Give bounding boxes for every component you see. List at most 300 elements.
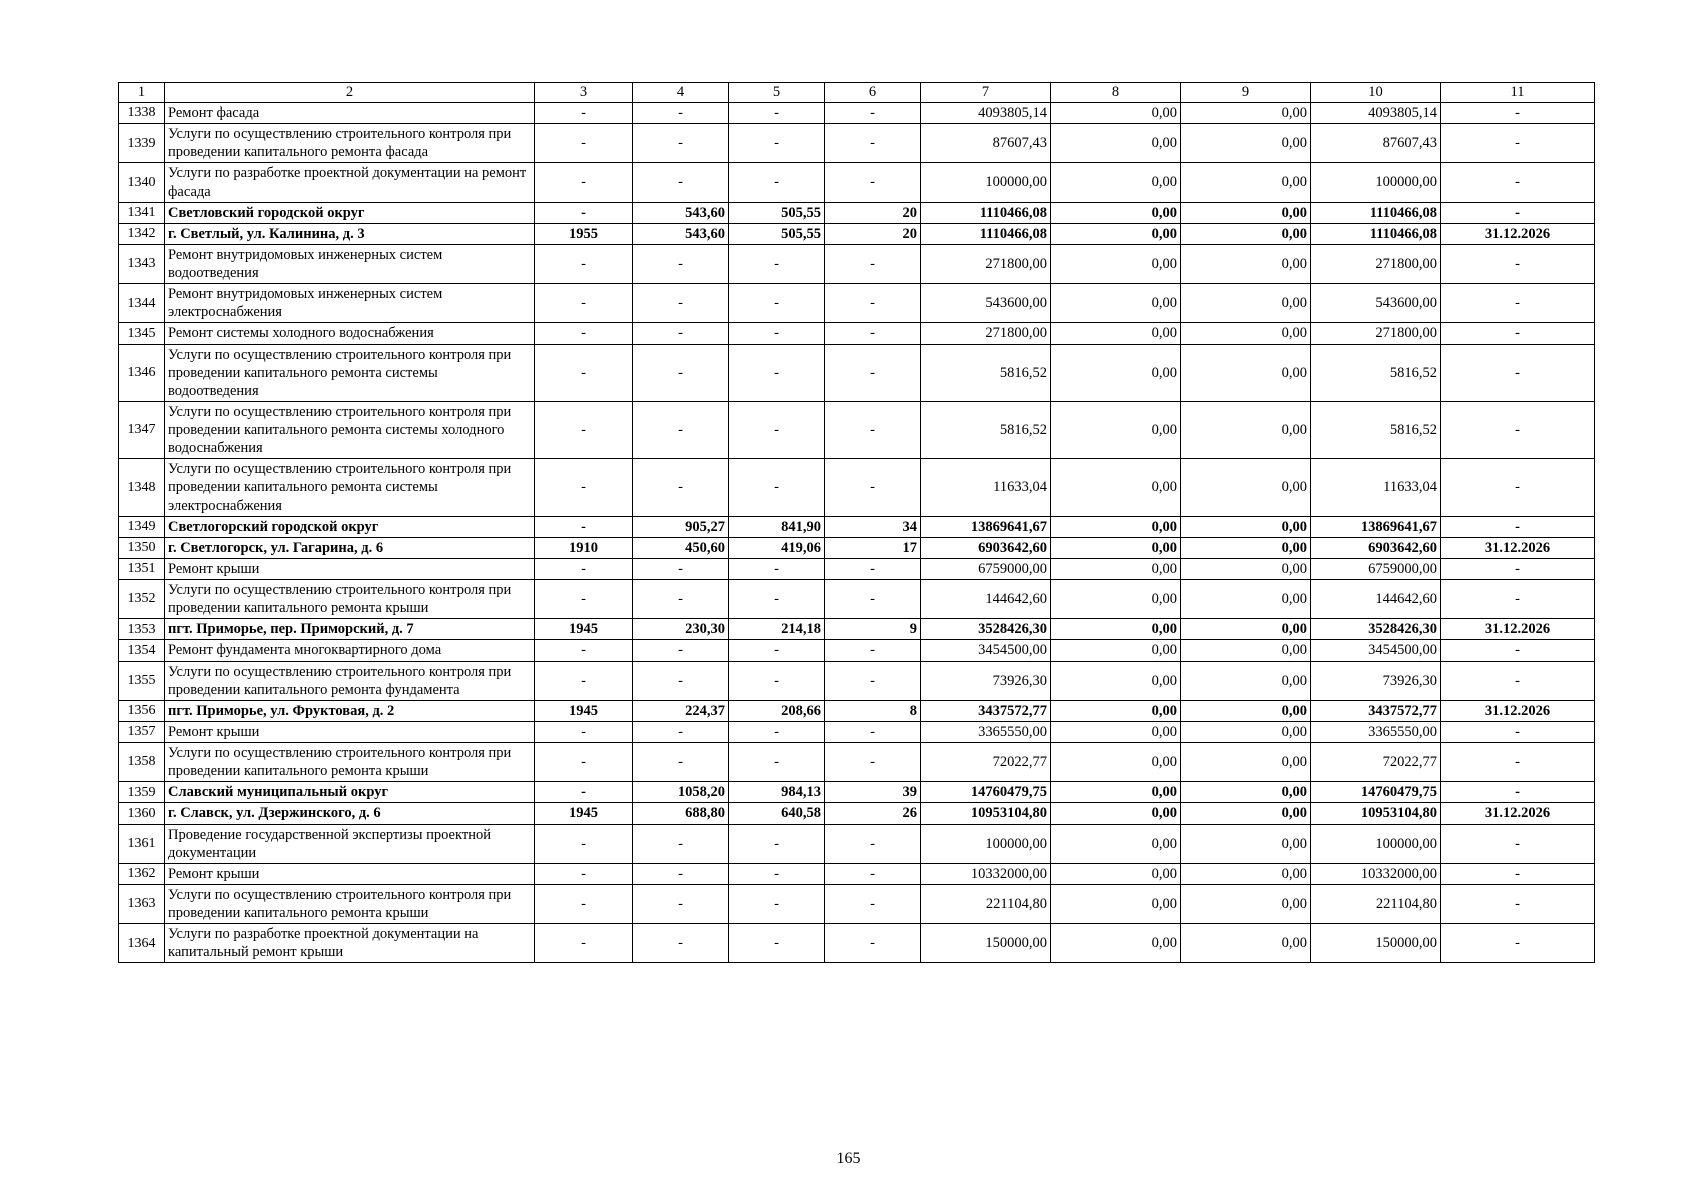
item-name: г. Светлый, ул. Калинина, д. 3 xyxy=(165,223,535,244)
total-cost-cell: 72022,77 xyxy=(921,743,1051,782)
area-total-cell: - xyxy=(633,884,729,923)
area-total-cell: - xyxy=(633,103,729,124)
fund-cell: 0,00 xyxy=(1051,103,1181,124)
item-name: Светлогорский городской округ xyxy=(165,516,535,537)
owners-cell: 1110466,08 xyxy=(1311,223,1441,244)
area-total-cell: 1058,20 xyxy=(633,782,729,803)
item-name: Услуги по разработке проектной документации на ремонт фасада xyxy=(165,163,535,202)
area-living-cell: - xyxy=(729,244,825,283)
deadline-cell: - xyxy=(1441,124,1595,163)
area-living-cell: - xyxy=(729,284,825,323)
item-name: Услуги по осуществлению строительного контроля при проведении капитального ремонта системы холодного водоснабжения xyxy=(165,401,535,458)
table-row xyxy=(119,721,1595,742)
item-name: Услуги по осуществлению строительного контроля при проведении капитального ремонта фундамента xyxy=(165,661,535,700)
year-cell: - xyxy=(535,640,633,661)
residents-cell: - xyxy=(825,924,921,963)
item-name: Ремонт крыши xyxy=(165,721,535,742)
year-cell: - xyxy=(535,721,633,742)
budget-cell: 0,00 xyxy=(1181,700,1311,721)
row-number: 1348 xyxy=(119,459,165,516)
deadline-cell: 31.12.2026 xyxy=(1441,537,1595,558)
area-living-cell: - xyxy=(729,884,825,923)
item-name: Услуги по осуществлению строительного контроля при проведении капитального ремонта системы водоотведения xyxy=(165,344,535,401)
item-name: г. Светлогорск, ул. Гагарина, д. 6 xyxy=(165,537,535,558)
budget-cell: 0,00 xyxy=(1181,459,1311,516)
total-cost-cell: 3365550,00 xyxy=(921,721,1051,742)
table-row xyxy=(119,223,1595,244)
fund-cell: 0,00 xyxy=(1051,401,1181,458)
area-total-cell: - xyxy=(633,244,729,283)
row-number: 1349 xyxy=(119,516,165,537)
table-row xyxy=(119,700,1595,721)
total-cost-cell: 221104,80 xyxy=(921,884,1051,923)
deadline-cell: 31.12.2026 xyxy=(1441,619,1595,640)
owners-cell: 150000,00 xyxy=(1311,924,1441,963)
fund-cell: 0,00 xyxy=(1051,924,1181,963)
budget-cell: 0,00 xyxy=(1181,202,1311,223)
row-number: 1361 xyxy=(119,824,165,863)
year-cell: - xyxy=(535,924,633,963)
year-cell: - xyxy=(535,323,633,344)
budget-cell: 0,00 xyxy=(1181,721,1311,742)
year-cell: - xyxy=(535,884,633,923)
residents-cell: - xyxy=(825,721,921,742)
owners-cell: 3454500,00 xyxy=(1311,640,1441,661)
fund-cell: 0,00 xyxy=(1051,884,1181,923)
table-row xyxy=(119,803,1595,824)
area-living-cell: 640,58 xyxy=(729,803,825,824)
column-header-7: 7 xyxy=(921,83,1051,103)
row-number: 1354 xyxy=(119,640,165,661)
total-cost-cell: 1110466,08 xyxy=(921,223,1051,244)
row-number: 1344 xyxy=(119,284,165,323)
item-name: Светловский городской округ xyxy=(165,202,535,223)
area-total-cell: - xyxy=(633,401,729,458)
budget-cell: 0,00 xyxy=(1181,401,1311,458)
budget-cell: 0,00 xyxy=(1181,580,1311,619)
row-number: 1346 xyxy=(119,344,165,401)
deadline-cell: - xyxy=(1441,640,1595,661)
item-name: Ремонт внутридомовых инженерных систем водоотведения xyxy=(165,244,535,283)
column-header-9: 9 xyxy=(1181,83,1311,103)
budget-cell: 0,00 xyxy=(1181,661,1311,700)
item-name: Услуги по осуществлению строительного контроля при проведении капитального ремонта системы электроснабжения xyxy=(165,459,535,516)
owners-cell: 3437572,77 xyxy=(1311,700,1441,721)
year-cell: - xyxy=(535,824,633,863)
fund-cell: 0,00 xyxy=(1051,782,1181,803)
area-total-cell: - xyxy=(633,558,729,579)
residents-cell: 34 xyxy=(825,516,921,537)
year-cell: 1945 xyxy=(535,700,633,721)
fund-cell: 0,00 xyxy=(1051,284,1181,323)
owners-cell: 100000,00 xyxy=(1311,163,1441,202)
row-number: 1345 xyxy=(119,323,165,344)
table-row xyxy=(119,580,1595,619)
area-total-cell: - xyxy=(633,863,729,884)
row-number: 1352 xyxy=(119,580,165,619)
deadline-cell: - xyxy=(1441,721,1595,742)
deadline-cell: - xyxy=(1441,103,1595,124)
deadline-cell: - xyxy=(1441,743,1595,782)
area-living-cell: 214,18 xyxy=(729,619,825,640)
document-table xyxy=(118,82,1595,963)
row-number: 1353 xyxy=(119,619,165,640)
total-cost-cell: 100000,00 xyxy=(921,163,1051,202)
row-number: 1351 xyxy=(119,558,165,579)
area-total-cell: - xyxy=(633,580,729,619)
row-number: 1342 xyxy=(119,223,165,244)
table-row xyxy=(119,640,1595,661)
year-cell: - xyxy=(535,459,633,516)
area-living-cell: - xyxy=(729,344,825,401)
fund-cell: 0,00 xyxy=(1051,640,1181,661)
fund-cell: 0,00 xyxy=(1051,124,1181,163)
residents-cell: 39 xyxy=(825,782,921,803)
residents-cell: - xyxy=(825,284,921,323)
fund-cell: 0,00 xyxy=(1051,700,1181,721)
deadline-cell: - xyxy=(1441,323,1595,344)
budget-cell: 0,00 xyxy=(1181,323,1311,344)
row-number: 1359 xyxy=(119,782,165,803)
item-name: Услуги по осуществлению строительного контроля при проведении капитального ремонта фасада xyxy=(165,124,535,163)
column-header-1: 1 xyxy=(119,83,165,103)
budget-cell: 0,00 xyxy=(1181,284,1311,323)
owners-cell: 10332000,00 xyxy=(1311,863,1441,884)
item-name: Славский муниципальный округ xyxy=(165,782,535,803)
total-cost-cell: 73926,30 xyxy=(921,661,1051,700)
deadline-cell: - xyxy=(1441,661,1595,700)
budget-cell: 0,00 xyxy=(1181,619,1311,640)
owners-cell: 72022,77 xyxy=(1311,743,1441,782)
residents-cell: - xyxy=(825,459,921,516)
item-name: Услуги по разработке проектной документации на капитальный ремонт крыши xyxy=(165,924,535,963)
residents-cell: - xyxy=(825,884,921,923)
fund-cell: 0,00 xyxy=(1051,323,1181,344)
total-cost-cell: 6759000,00 xyxy=(921,558,1051,579)
area-total-cell: - xyxy=(633,124,729,163)
year-cell: - xyxy=(535,163,633,202)
owners-cell: 5816,52 xyxy=(1311,344,1441,401)
table-row xyxy=(119,459,1595,516)
area-living-cell: - xyxy=(729,661,825,700)
area-total-cell: - xyxy=(633,323,729,344)
deadline-cell: 31.12.2026 xyxy=(1441,223,1595,244)
fund-cell: 0,00 xyxy=(1051,459,1181,516)
residents-cell: - xyxy=(825,558,921,579)
area-total-cell: - xyxy=(633,459,729,516)
year-cell: - xyxy=(535,580,633,619)
owners-cell: 11633,04 xyxy=(1311,459,1441,516)
deadline-cell: - xyxy=(1441,924,1595,963)
total-cost-cell: 3437572,77 xyxy=(921,700,1051,721)
year-cell: - xyxy=(535,401,633,458)
row-number: 1355 xyxy=(119,661,165,700)
total-cost-cell: 5816,52 xyxy=(921,344,1051,401)
area-total-cell: - xyxy=(633,640,729,661)
area-total-cell: - xyxy=(633,824,729,863)
owners-cell: 3365550,00 xyxy=(1311,721,1441,742)
year-cell: 1945 xyxy=(535,803,633,824)
owners-cell: 271800,00 xyxy=(1311,323,1441,344)
item-name: пгт. Приморье, пер. Приморский, д. 7 xyxy=(165,619,535,640)
fund-cell: 0,00 xyxy=(1051,558,1181,579)
fund-cell: 0,00 xyxy=(1051,721,1181,742)
fund-cell: 0,00 xyxy=(1051,619,1181,640)
owners-cell: 221104,80 xyxy=(1311,884,1441,923)
budget-cell: 0,00 xyxy=(1181,223,1311,244)
residents-cell: - xyxy=(825,244,921,283)
item-name: Проведение государственной экспертизы проектной документации xyxy=(165,824,535,863)
residents-cell: 20 xyxy=(825,202,921,223)
area-living-cell: - xyxy=(729,103,825,124)
total-cost-cell: 100000,00 xyxy=(921,824,1051,863)
deadline-cell: - xyxy=(1441,284,1595,323)
table-row xyxy=(119,884,1595,923)
residents-cell: - xyxy=(825,163,921,202)
total-cost-cell: 14760479,75 xyxy=(921,782,1051,803)
table-row xyxy=(119,743,1595,782)
owners-cell: 13869641,67 xyxy=(1311,516,1441,537)
owners-cell: 100000,00 xyxy=(1311,824,1441,863)
fund-cell: 0,00 xyxy=(1051,202,1181,223)
row-number: 1358 xyxy=(119,743,165,782)
residents-cell: - xyxy=(825,103,921,124)
total-cost-cell: 271800,00 xyxy=(921,323,1051,344)
owners-cell: 5816,52 xyxy=(1311,401,1441,458)
deadline-cell: - xyxy=(1441,884,1595,923)
area-total-cell: - xyxy=(633,344,729,401)
item-name: Ремонт системы холодного водоснабжения xyxy=(165,323,535,344)
residents-cell: - xyxy=(825,401,921,458)
budget-cell: 0,00 xyxy=(1181,824,1311,863)
row-number: 1347 xyxy=(119,401,165,458)
year-cell: 1955 xyxy=(535,223,633,244)
column-header-4: 4 xyxy=(633,83,729,103)
deadline-cell: - xyxy=(1441,824,1595,863)
year-cell: 1910 xyxy=(535,537,633,558)
year-cell: - xyxy=(535,244,633,283)
budget-cell: 0,00 xyxy=(1181,537,1311,558)
year-cell: - xyxy=(535,344,633,401)
total-cost-cell: 3528426,30 xyxy=(921,619,1051,640)
residents-cell: - xyxy=(825,824,921,863)
fund-cell: 0,00 xyxy=(1051,803,1181,824)
row-number: 1364 xyxy=(119,924,165,963)
total-cost-cell: 10332000,00 xyxy=(921,863,1051,884)
table-body xyxy=(119,103,1595,963)
budget-cell: 0,00 xyxy=(1181,344,1311,401)
budget-cell: 0,00 xyxy=(1181,863,1311,884)
area-living-cell: 208,66 xyxy=(729,700,825,721)
table-row xyxy=(119,661,1595,700)
area-living-cell: 505,55 xyxy=(729,223,825,244)
area-living-cell: 841,90 xyxy=(729,516,825,537)
area-total-cell: 543,60 xyxy=(633,223,729,244)
area-total-cell: 224,37 xyxy=(633,700,729,721)
fund-cell: 0,00 xyxy=(1051,223,1181,244)
year-cell: - xyxy=(535,558,633,579)
total-cost-cell: 11633,04 xyxy=(921,459,1051,516)
owners-cell: 87607,43 xyxy=(1311,124,1441,163)
year-cell: - xyxy=(535,284,633,323)
column-header-5: 5 xyxy=(729,83,825,103)
owners-cell: 14760479,75 xyxy=(1311,782,1441,803)
item-name: Ремонт внутридомовых инженерных систем электроснабжения xyxy=(165,284,535,323)
total-cost-cell: 87607,43 xyxy=(921,124,1051,163)
year-cell: - xyxy=(535,782,633,803)
area-total-cell: 543,60 xyxy=(633,202,729,223)
area-living-cell: - xyxy=(729,640,825,661)
fund-cell: 0,00 xyxy=(1051,537,1181,558)
area-total-cell: - xyxy=(633,721,729,742)
owners-cell: 6759000,00 xyxy=(1311,558,1441,579)
column-header-2: 2 xyxy=(165,83,535,103)
residents-cell: - xyxy=(825,863,921,884)
item-name: Услуги по осуществлению строительного контроля при проведении капитального ремонта крыши xyxy=(165,884,535,923)
total-cost-cell: 1110466,08 xyxy=(921,202,1051,223)
area-living-cell: - xyxy=(729,824,825,863)
deadline-cell: - xyxy=(1441,244,1595,283)
deadline-cell: 31.12.2026 xyxy=(1441,803,1595,824)
area-living-cell: - xyxy=(729,863,825,884)
residents-cell: - xyxy=(825,323,921,344)
column-header-10: 10 xyxy=(1311,83,1441,103)
row-number: 1357 xyxy=(119,721,165,742)
area-living-cell: - xyxy=(729,459,825,516)
owners-cell: 144642,60 xyxy=(1311,580,1441,619)
fund-cell: 0,00 xyxy=(1051,661,1181,700)
column-header-8: 8 xyxy=(1051,83,1181,103)
area-living-cell: 984,13 xyxy=(729,782,825,803)
table-row xyxy=(119,124,1595,163)
total-cost-cell: 13869641,67 xyxy=(921,516,1051,537)
area-total-cell: 450,60 xyxy=(633,537,729,558)
total-cost-cell: 5816,52 xyxy=(921,401,1051,458)
deadline-cell: - xyxy=(1441,782,1595,803)
area-living-cell: - xyxy=(729,401,825,458)
total-cost-cell: 271800,00 xyxy=(921,244,1051,283)
fund-cell: 0,00 xyxy=(1051,163,1181,202)
table-header-row xyxy=(119,83,1595,103)
residents-cell: - xyxy=(825,743,921,782)
total-cost-cell: 543600,00 xyxy=(921,284,1051,323)
table-row xyxy=(119,163,1595,202)
area-living-cell: - xyxy=(729,163,825,202)
area-total-cell: 230,30 xyxy=(633,619,729,640)
year-cell: - xyxy=(535,863,633,884)
area-total-cell: - xyxy=(633,661,729,700)
deadline-cell: - xyxy=(1441,344,1595,401)
table-row xyxy=(119,558,1595,579)
area-living-cell: - xyxy=(729,124,825,163)
owners-cell: 6903642,60 xyxy=(1311,537,1441,558)
budget-cell: 0,00 xyxy=(1181,558,1311,579)
residents-cell: 8 xyxy=(825,700,921,721)
area-living-cell: 419,06 xyxy=(729,537,825,558)
item-name: пгт. Приморье, ул. Фруктовая, д. 2 xyxy=(165,700,535,721)
deadline-cell: - xyxy=(1441,558,1595,579)
page-number: 165 xyxy=(836,1150,861,1167)
owners-cell: 1110466,08 xyxy=(1311,202,1441,223)
table-row xyxy=(119,537,1595,558)
year-cell: - xyxy=(535,103,633,124)
budget-cell: 0,00 xyxy=(1181,924,1311,963)
area-living-cell: - xyxy=(729,743,825,782)
area-living-cell: - xyxy=(729,558,825,579)
item-name: Ремонт фундамента многоквартирного дома xyxy=(165,640,535,661)
table-row xyxy=(119,323,1595,344)
budget-cell: 0,00 xyxy=(1181,244,1311,283)
budget-cell: 0,00 xyxy=(1181,516,1311,537)
area-total-cell: - xyxy=(633,163,729,202)
budget-cell: 0,00 xyxy=(1181,743,1311,782)
fund-cell: 0,00 xyxy=(1051,516,1181,537)
area-total-cell: 688,80 xyxy=(633,803,729,824)
item-name: Услуги по осуществлению строительного контроля при проведении капитального ремонта крыши xyxy=(165,743,535,782)
year-cell: 1945 xyxy=(535,619,633,640)
deadline-cell: - xyxy=(1441,401,1595,458)
total-cost-cell: 6903642,60 xyxy=(921,537,1051,558)
column-header-6: 6 xyxy=(825,83,921,103)
fund-cell: 0,00 xyxy=(1051,344,1181,401)
table-row xyxy=(119,619,1595,640)
area-total-cell: - xyxy=(633,924,729,963)
deadline-cell: - xyxy=(1441,163,1595,202)
deadline-cell: - xyxy=(1441,580,1595,619)
owners-cell: 271800,00 xyxy=(1311,244,1441,283)
table-row xyxy=(119,103,1595,124)
deadline-cell: - xyxy=(1441,863,1595,884)
total-cost-cell: 150000,00 xyxy=(921,924,1051,963)
fund-cell: 0,00 xyxy=(1051,743,1181,782)
table-row xyxy=(119,516,1595,537)
owners-cell: 543600,00 xyxy=(1311,284,1441,323)
area-living-cell: - xyxy=(729,924,825,963)
table-row xyxy=(119,284,1595,323)
table-row xyxy=(119,344,1595,401)
residents-cell: 9 xyxy=(825,619,921,640)
fund-cell: 0,00 xyxy=(1051,824,1181,863)
owners-cell: 3528426,30 xyxy=(1311,619,1441,640)
year-cell: - xyxy=(535,124,633,163)
table-row xyxy=(119,863,1595,884)
row-number: 1341 xyxy=(119,202,165,223)
deadline-cell: - xyxy=(1441,516,1595,537)
owners-cell: 10953104,80 xyxy=(1311,803,1441,824)
owners-cell: 4093805,14 xyxy=(1311,103,1441,124)
area-total-cell: - xyxy=(633,743,729,782)
budget-cell: 0,00 xyxy=(1181,782,1311,803)
row-number: 1338 xyxy=(119,103,165,124)
row-number: 1340 xyxy=(119,163,165,202)
deadline-cell: - xyxy=(1441,459,1595,516)
area-total-cell: 905,27 xyxy=(633,516,729,537)
row-number: 1356 xyxy=(119,700,165,721)
fund-cell: 0,00 xyxy=(1051,244,1181,283)
budget-cell: 0,00 xyxy=(1181,803,1311,824)
year-cell: - xyxy=(535,661,633,700)
table-row xyxy=(119,202,1595,223)
area-total-cell: - xyxy=(633,284,729,323)
budget-cell: 0,00 xyxy=(1181,640,1311,661)
table-row xyxy=(119,824,1595,863)
deadline-cell: 31.12.2026 xyxy=(1441,700,1595,721)
budget-cell: 0,00 xyxy=(1181,163,1311,202)
budget-cell: 0,00 xyxy=(1181,884,1311,923)
owners-cell: 73926,30 xyxy=(1311,661,1441,700)
total-cost-cell: 3454500,00 xyxy=(921,640,1051,661)
residents-cell: 26 xyxy=(825,803,921,824)
